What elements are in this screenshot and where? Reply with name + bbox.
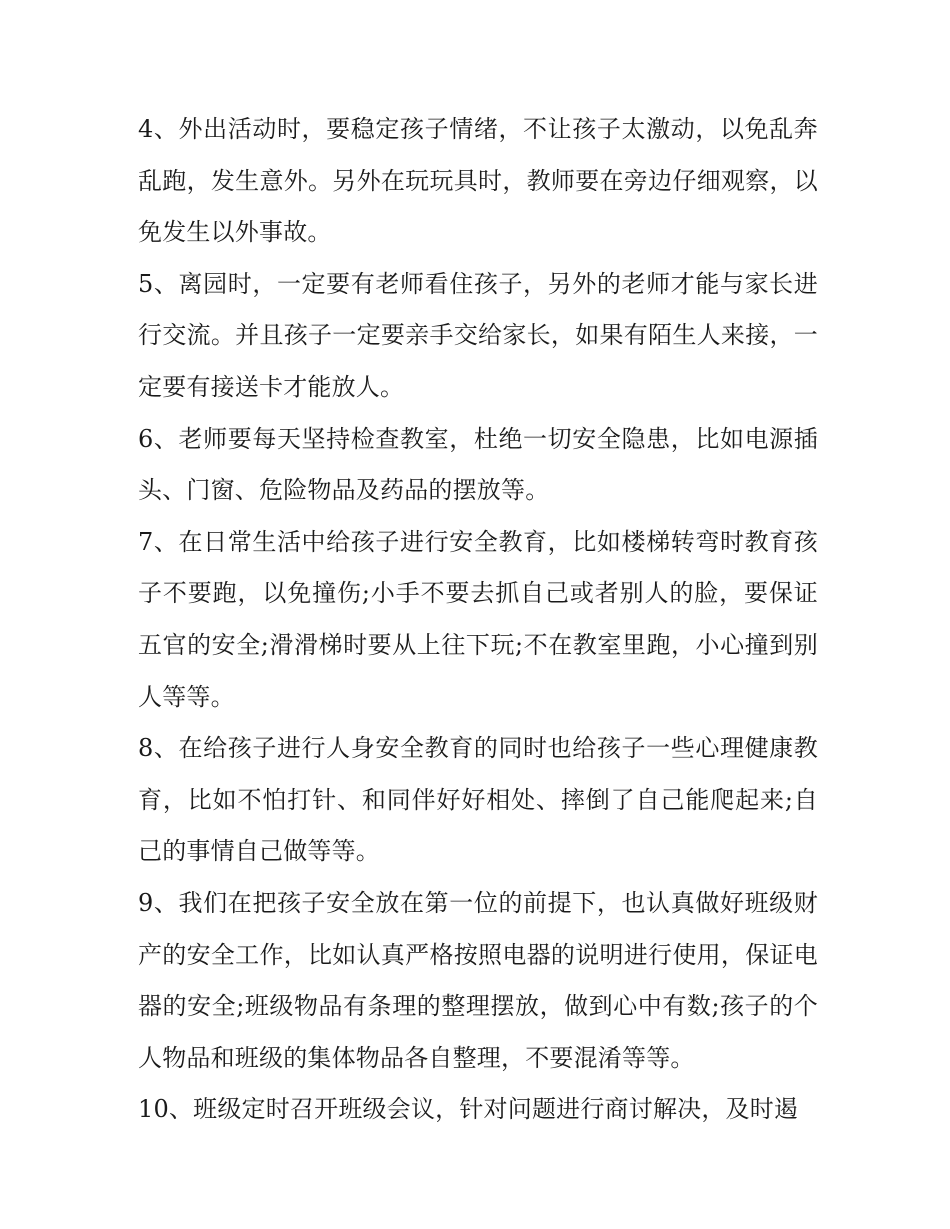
paragraph-item-10: 10、班级定时召开班级会议，针对问题进行商讨解决，及时遏 [138, 1095, 799, 1124]
paragraph-item-9: 9、我们在把孩子安全放在第一位的前提下，也认真做好班级财产的安全工作，比如认真严格按照电器的说明进行使用，保证电器的安全;班级物品有条理的整理摆放，做到心中有数;孩子的个人物品和班级的集体物品各自整理，不要混淆等等。 [138, 888, 818, 1072]
paragraph-item-6: 6、老师要每天坚持检查教室，杜绝一切安全隐患，比如电源插头、门窗、危险物品及药品的摆放等。 [138, 424, 818, 505]
document-body [138, 104, 818, 1136]
paragraph-item-8: 8、在给孩子进行人身安全教育的同时也给孩子一些心理健康教育，比如不怕打针、和同伴好好相处、摔倒了自己能爬起来;自己的事情自己做等等。 [138, 734, 818, 866]
paragraph-item-4: 4、外出活动时，要稳定孩子情绪，不让孩子太激动，以免乱奔乱跑，发生意外。另外在玩玩具时，教师要在旁边仔细观察，以免发生以外事故。 [138, 115, 818, 247]
paragraph-item-7: 7、在日常生活中给孩子进行安全教育，比如楼梯转弯时教育孩子不要跑，以免撞伤;小手不要去抓自己或者别人的脸，要保证五官的安全;滑滑梯时要从上往下玩;不在教室里跑，小心撞到别人等等。 [138, 527, 818, 711]
paragraph-item-5: 5、离园时，一定要有老师看住孩子，另外的老师才能与家长进行交流。并且孩子一定要亲手交给家长，如果有陌生人来接，一定要有接送卡才能放人。 [138, 269, 818, 401]
